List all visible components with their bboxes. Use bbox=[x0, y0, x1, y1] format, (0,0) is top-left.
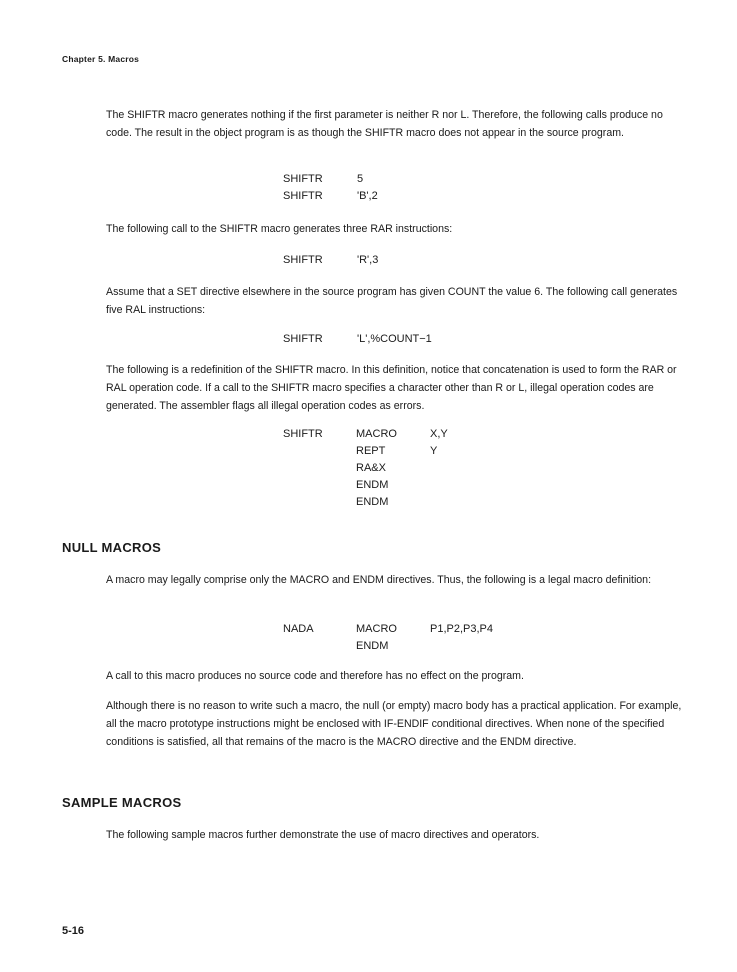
paragraph-null-macro-def: A macro may legally comprise only the MACRO and ENDM directives. Thus, the following is a legal macro definition: bbox=[106, 574, 652, 586]
heading-null-macros: NULL MACROS bbox=[62, 540, 162, 555]
code-arg: X,Y bbox=[430, 428, 448, 440]
code-op: SHIFTR bbox=[283, 190, 323, 202]
page-number: 5-16 bbox=[62, 925, 85, 937]
code-arg: 'R',3 bbox=[357, 254, 379, 266]
paragraph-set-count: Assume that a SET directive elsewhere in the source program has given COUNT the value 6. The following call generates five RAL instructions: bbox=[106, 286, 678, 316]
code-op: SHIFTR bbox=[283, 173, 323, 185]
code-op: ENDM bbox=[356, 640, 389, 652]
code-arg: 'L',%COUNT−1 bbox=[357, 333, 432, 345]
code-label: SHIFTR bbox=[283, 428, 323, 440]
code-arg: Y bbox=[430, 445, 438, 457]
code-op: ENDM bbox=[356, 496, 389, 508]
code-arg: 5 bbox=[357, 173, 364, 185]
paragraph-three-rar: The following call to the SHIFTR macro generates three RAR instructions: bbox=[106, 223, 453, 235]
code-arg: P1,P2,P3,P4 bbox=[430, 623, 493, 635]
code-op: RA&X bbox=[356, 462, 386, 474]
paragraph-redefinition: The following is a redefinition of the SHIFTR macro. In this definition, notice that concatenation is used to form the RAR or RAL operation code. If a call to the SHIFTR macro specifies a character other than R or L, illegal operation codes are generated. The assembler flags all illegal operation codes as errors. bbox=[106, 364, 677, 412]
code-label: NADA bbox=[283, 623, 314, 635]
code-op: MACRO bbox=[356, 623, 397, 635]
paragraph-shiftr-nothing: The SHIFTR macro generates nothing if the first parameter is neither R nor L. Therefore, the following calls produce no code. The result in the object program is as though the SHIFTR macro does not appear in the source program. bbox=[106, 109, 663, 139]
code-op: ENDM bbox=[356, 479, 389, 491]
paragraph-no-effect: A call to this macro produces no source code and therefore has no effect on the program. bbox=[106, 670, 524, 682]
page-header: Chapter 5. Macros bbox=[62, 54, 140, 64]
code-op: SHIFTR bbox=[283, 254, 323, 266]
code-op: REPT bbox=[356, 445, 386, 457]
code-op: MACRO bbox=[356, 428, 397, 440]
code-op: SHIFTR bbox=[283, 333, 323, 345]
heading-sample-macros: SAMPLE MACROS bbox=[62, 795, 182, 810]
paragraph-null-application: Although there is no reason to write such a macro, the null (or empty) macro body has a practical application. For example, all the macro prototype instructions might be enclosed with IF-ENDIF conditional directives. When none of the specified conditions is satisfied, all that remains of the macro is the MACRO directive and the ENDM directive. bbox=[106, 700, 682, 748]
code-arg: 'B',2 bbox=[357, 190, 378, 202]
paragraph-sample-intro: The following sample macros further demonstrate the use of macro directives and operators. bbox=[106, 829, 540, 841]
